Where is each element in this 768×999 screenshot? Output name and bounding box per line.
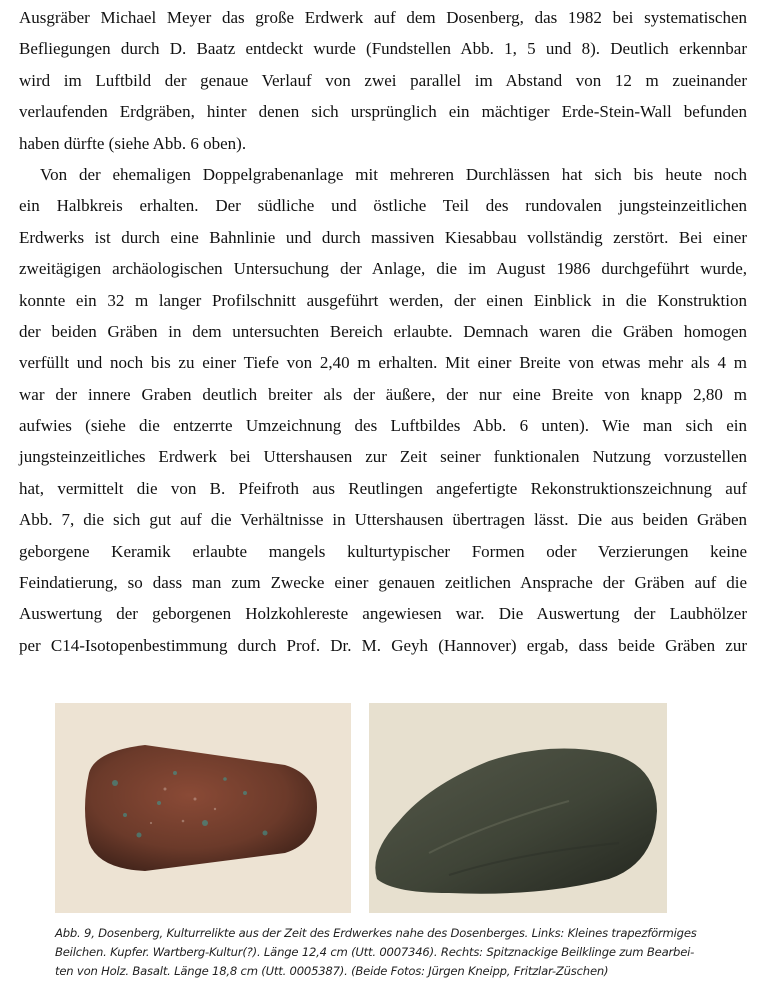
caption-line: ten von Holz. Basalt. Länge 18,8 cm (Utt. 0005387). (Beide Fotos: Jürgen Kneipp, Fritzlar-Züschen) <box>55 964 609 978</box>
text-line: haben dürfte (siehe Abb. 6 oben). <box>19 133 247 153</box>
text-line: geborgene Keramik erlaubte mangels kulturtypischer Formen oder Verzierungen keine <box>19 541 747 561</box>
basalt-axe-icon <box>369 703 667 913</box>
text-line: Erdwerks ist durch eine Bahnlinie und durch massiven Kiesabbau vollständig zerstört. Bei einer <box>19 227 747 247</box>
text-line: Auswertung der geborgenen Holzkohlereste angewiesen war. Die Auswertung der Laubhölzer <box>19 604 747 624</box>
figure-caption <box>55 924 695 981</box>
copper-axe-photo <box>55 703 351 913</box>
figure-photos <box>55 703 667 913</box>
body-text <box>19 2 747 661</box>
caption-line: Beilchen. Kupfer. Wartberg-Kultur(?). Länge 12,4 cm (Utt. 0007346). Rechts: Spitznackige Beilklinge zum Bearbei- <box>55 945 695 959</box>
text-line: der beiden Gräben in dem untersuchten Bereich erlaubte. Demnach waren die Gräben homogen <box>19 321 747 341</box>
text-line: Ausgräber Michael Meyer das große Erdwerk auf dem Dosenberg, das 1982 bei systematischen <box>19 8 747 27</box>
text-line: wird im Luftbild der genaue Verlauf von zwei parallel im Abstand von 12 m zueinander <box>19 70 747 90</box>
caption-line: Abb. 9, Dosenberg, Kulturrelikte aus der Zeit des Erdwerkes nahe des Dosenberges. Links: Kleines trapezförmiges <box>55 926 697 940</box>
text-line: ein Halbkreis erhalten. Der südliche und östliche Teil des rundovalen jungsteinzeitlichen <box>19 196 747 216</box>
text-line: verfüllt und noch bis zu einer Tiefe von 2,40 m erhalten. Mit einer Breite von etwas mehr als 4 m <box>19 353 747 373</box>
text-line: war der innere Graben deutlich breiter als der äußere, der nur eine Breite von knapp 2,80 m <box>19 384 747 404</box>
text-line: Abb. 7, die sich gut auf die Verhältnisse in Uttershausen übertragen lässt. Die aus beiden Gräben <box>19 510 747 530</box>
text-line: konnte ein 32 m langer Profilschnitt ausgeführt werden, der einen Einblick in die Konstruktion <box>19 290 747 310</box>
text-line: aufwies (siehe die entzerrte Umzeichnung des Luftbildes Abb. 6 unten). Wie man sich ein <box>19 416 747 436</box>
text-line: Feindatierung, so dass man zum Zwecke einer genauen zeitlichen Ansprache der Gräben auf die <box>19 573 747 593</box>
text-line: jungsteinzeitliches Erdwerk bei Uttershausen zur Zeit seiner funktionalen Nutzung vorzustellen <box>19 447 747 467</box>
text-line: verlaufenden Erdgräben, hinter denen sich ursprünglich ein mächtiger Erde-Stein-Wall befunden <box>19 102 747 122</box>
copper-axe-icon <box>55 703 351 913</box>
text-line: hat, vermittelt die von B. Pfeifroth aus Reutlingen angefertigte Rekonstruktionszeichnung auf <box>19 478 747 498</box>
text-line: per C14-Isotopenbestimmung durch Prof. Dr. M. Geyh (Hannover) ergab, dass beide Gräben zur <box>19 635 747 655</box>
text-line: Befliegungen durch D. Baatz entdeckt wurde (Fundstellen Abb. 1, 5 und 8). Deutlich erkennbar <box>19 39 747 59</box>
text-line: zweitägigen archäologischen Untersuchung der Anlage, die im August 1986 durchgeführt wurde, <box>19 259 747 279</box>
text-line: Von der ehemaligen Doppelgrabenanlage mit mehreren Durchlässen hat sich bis heute noch <box>40 164 747 184</box>
basalt-axe-photo <box>369 703 667 913</box>
